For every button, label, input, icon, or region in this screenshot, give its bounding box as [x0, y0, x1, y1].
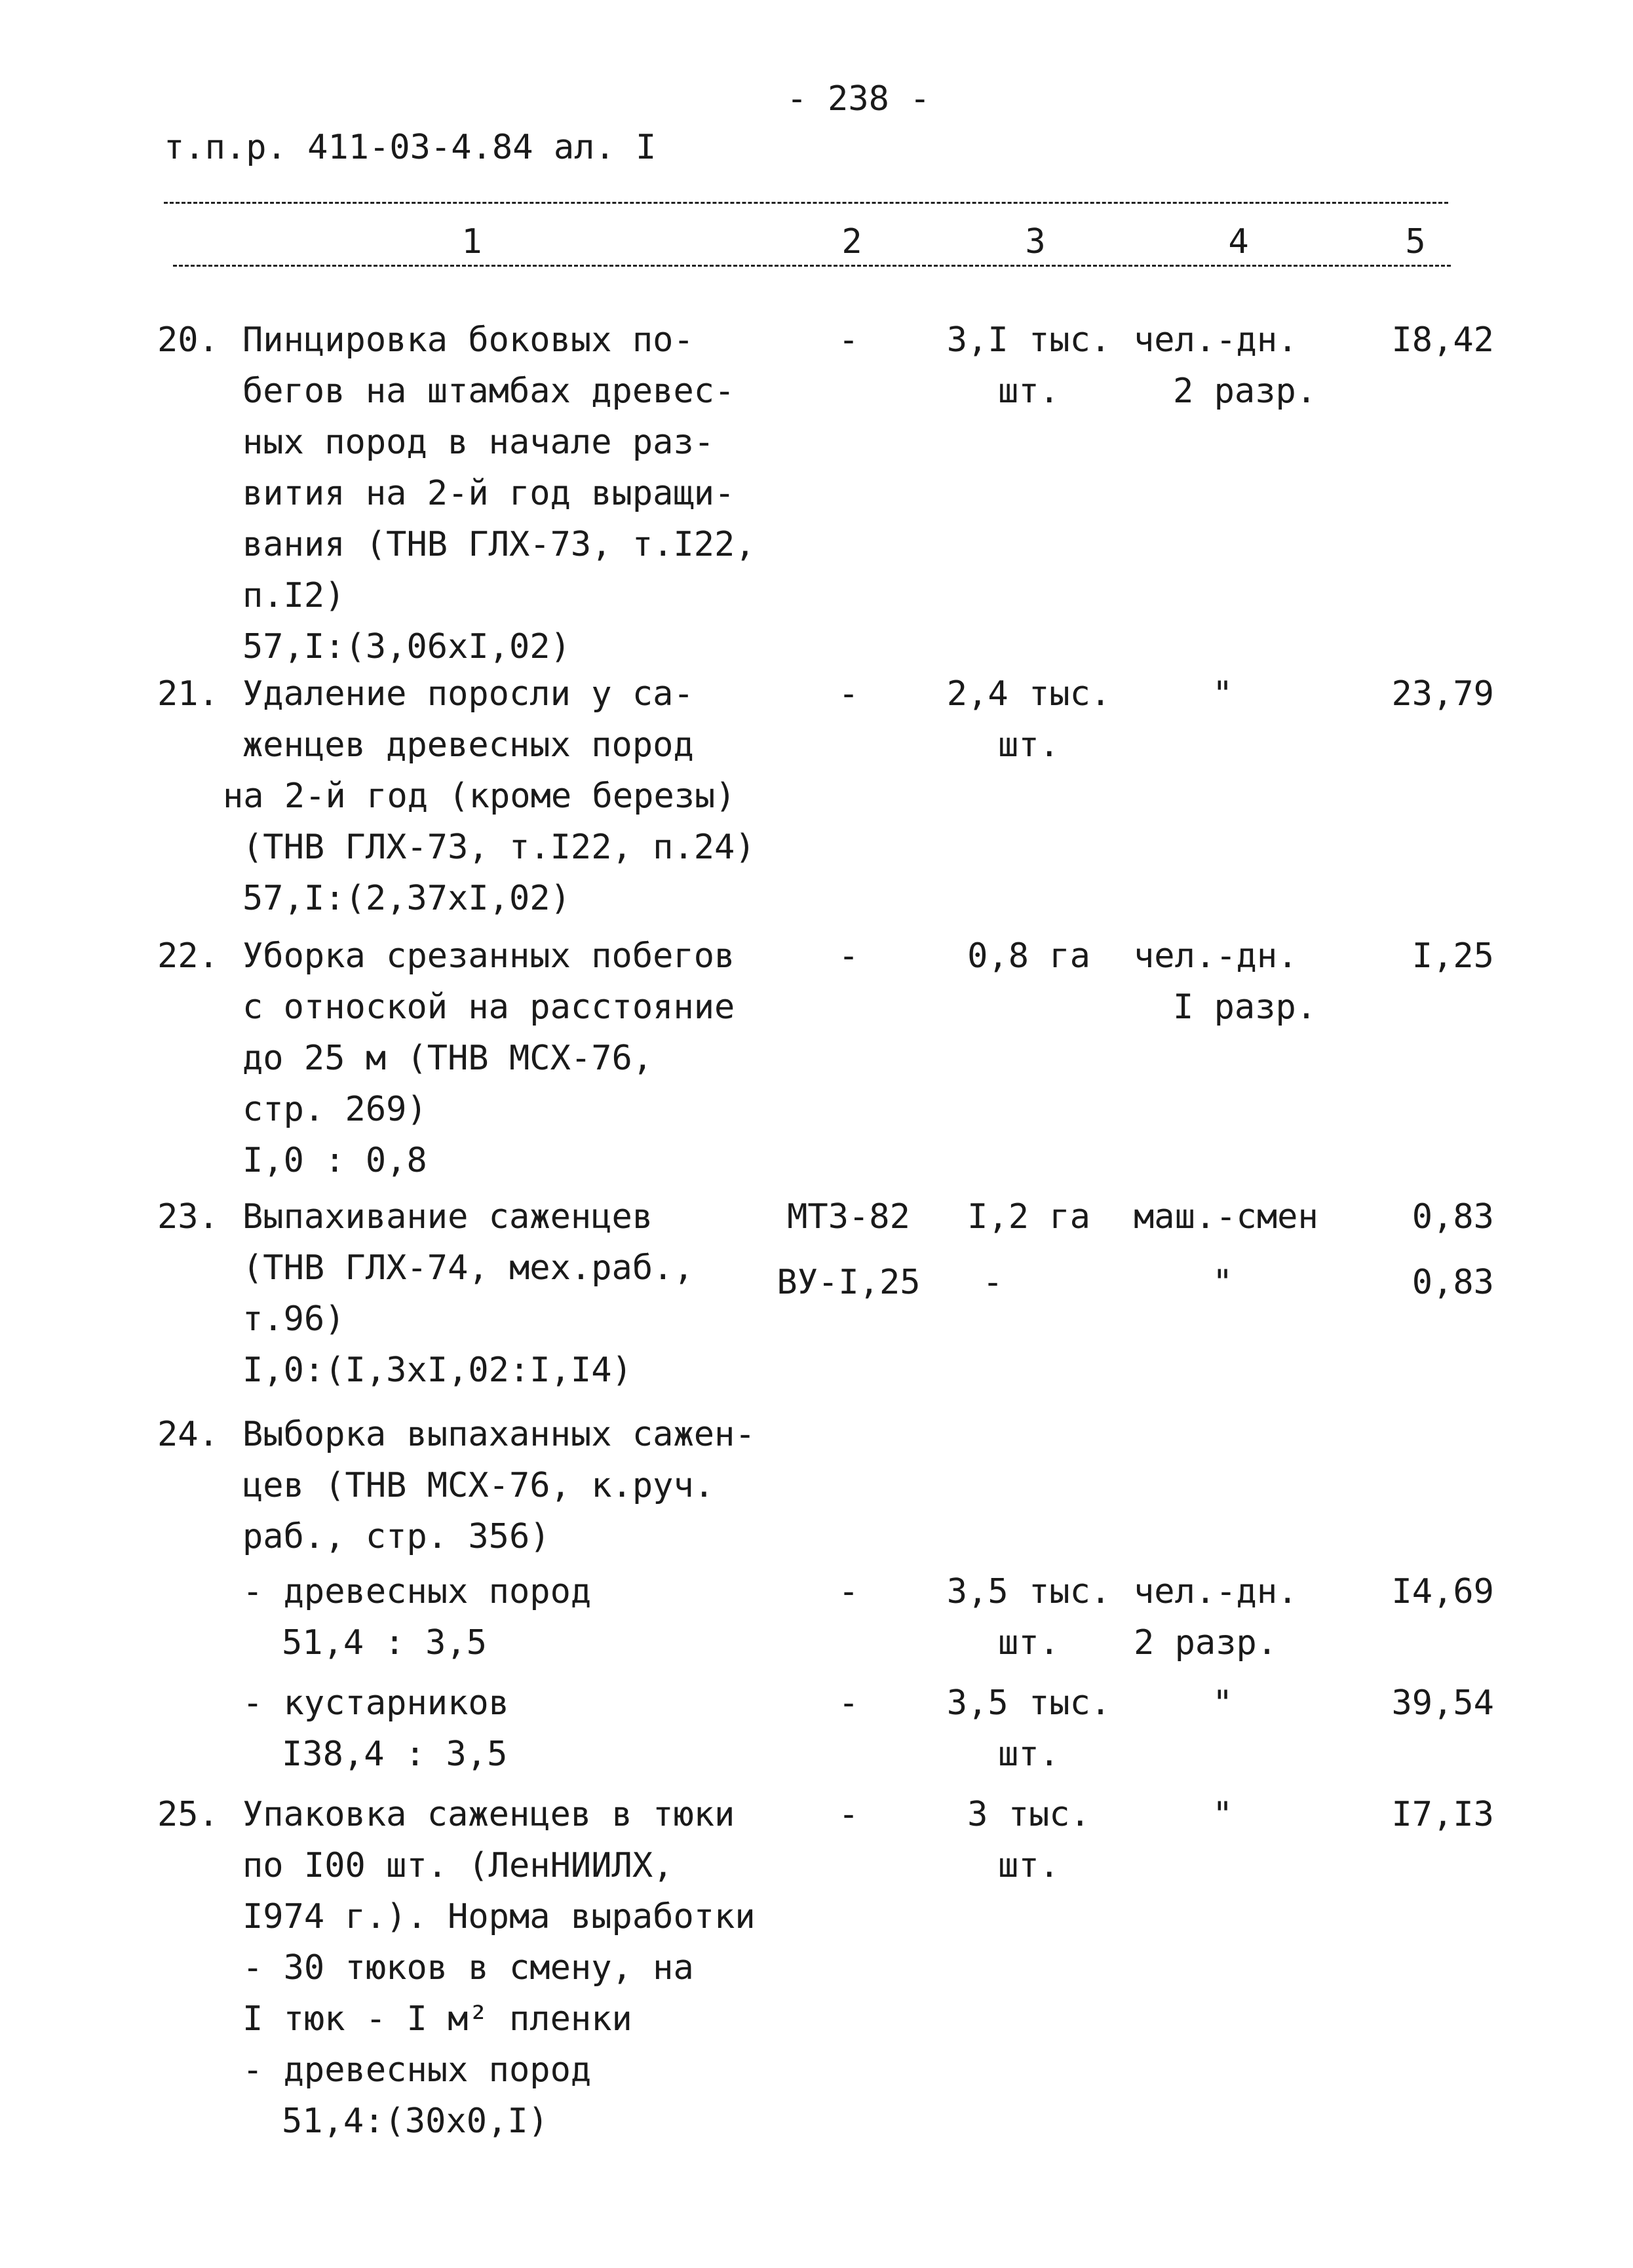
- volume-cell: 3,5 тыс. шт.: [946, 1572, 1111, 1663]
- equipment-cell: МТЗ-82 ВУ-I,25: [777, 1197, 921, 1302]
- unit-cell: ": [1212, 1795, 1233, 1834]
- equipment-cell: -: [838, 1572, 859, 1611]
- equipment-cell: -: [838, 320, 859, 360]
- volume-cell: 3 тыс. шт.: [967, 1795, 1090, 1885]
- unit-cell: чел.-дн. 2 разр.: [1134, 320, 1317, 411]
- header-bottom-rule: [173, 265, 1451, 267]
- unit-cell: чел.-дн. 2 разр.: [1134, 1572, 1298, 1663]
- row-number: 24.: [157, 1415, 219, 1454]
- row-description: - древесных пород 51,4 : 3,5: [242, 1572, 592, 1663]
- value-cell: I8,42: [1391, 320, 1494, 360]
- volume-cell: 3,5 тыс. шт.: [946, 1683, 1111, 1774]
- document-reference: т.п.р. 411-03-4.84 ал. I: [164, 128, 657, 167]
- row-description: - кустарников I38,4 : 3,5: [242, 1683, 509, 1774]
- equipment-cell: -: [838, 936, 859, 976]
- value-cell: I,25: [1412, 936, 1494, 976]
- row-description: Выборка выпаханных сажен- цев (ТНВ МСХ-76, к.руч. раб., стр. 356): [242, 1415, 756, 1556]
- unit-cell: ": [1212, 674, 1233, 714]
- row-number: 21.: [157, 674, 219, 714]
- row-description: Выпахивание саженцев (ТНВ ГЛХ-74, мех.раб., т.96) I,0:(I,3хI,02:I,I4): [242, 1197, 694, 1390]
- row-number: 25.: [157, 1795, 219, 1834]
- equipment-cell: -: [838, 674, 859, 714]
- row-number: 20.: [157, 320, 219, 360]
- row-description: Упаковка саженцев в тюки по I00 шт. (ЛенНИИЛХ, I974 г.). Норма выработки - 30 тюков в смену, на I тюк - I м² пленки - древесных пород 51,4:(30х0,I): [242, 1795, 756, 2141]
- unit-cell: чел.-дн. I разр.: [1134, 936, 1317, 1027]
- volume-cell: 3,I тыс. шт.: [946, 320, 1111, 411]
- table-top-rule: [164, 202, 1448, 204]
- value-cell: I7,I3: [1391, 1795, 1494, 1834]
- row-number: 22.: [157, 936, 219, 976]
- row-description: Пинцировка боковых по- бегов на штамбах древес- ных пород в начале раз- вития на 2-й год выращи- вания (ТНВ ГЛХ-73, т.I22, п.I2) 57,I:(3,06хI,02): [242, 320, 756, 666]
- row-description: Удаление поросли у са- женцев древесных пород на 2-й год (кроме березы) (ТНВ ГЛХ-73, т.I22, п.24) 57,I:(2,37хI,02): [223, 674, 756, 918]
- value-cell: 39,54: [1391, 1683, 1494, 1723]
- page-number: - 238 -: [786, 79, 931, 119]
- column-header-4: 4: [1228, 222, 1249, 261]
- value-cell: 23,79: [1391, 674, 1494, 714]
- equipment-cell: -: [838, 1795, 859, 1834]
- volume-cell: 0,8 га: [967, 936, 1090, 976]
- value-cell: I4,69: [1391, 1572, 1494, 1611]
- row-number: 23.: [157, 1197, 219, 1237]
- row-description: Уборка срезанных побегов с отноской на расстояние до 25 м (ТНВ МСХ-76, стр. 269) I,0 : 0,8: [242, 936, 735, 1180]
- column-header-1: 1: [461, 222, 482, 261]
- column-header-5: 5: [1405, 222, 1426, 261]
- unit-cell: ": [1212, 1683, 1233, 1723]
- column-header-2: 2: [841, 222, 862, 261]
- equipment-cell: -: [838, 1683, 859, 1723]
- value-cell: 0,83 0,83: [1412, 1197, 1494, 1302]
- column-header-3: 3: [1025, 222, 1046, 261]
- unit-cell: маш.-смен ": [1134, 1197, 1318, 1302]
- volume-cell: 2,4 тыс. шт.: [946, 674, 1111, 765]
- volume-cell: I,2 га -: [967, 1197, 1090, 1302]
